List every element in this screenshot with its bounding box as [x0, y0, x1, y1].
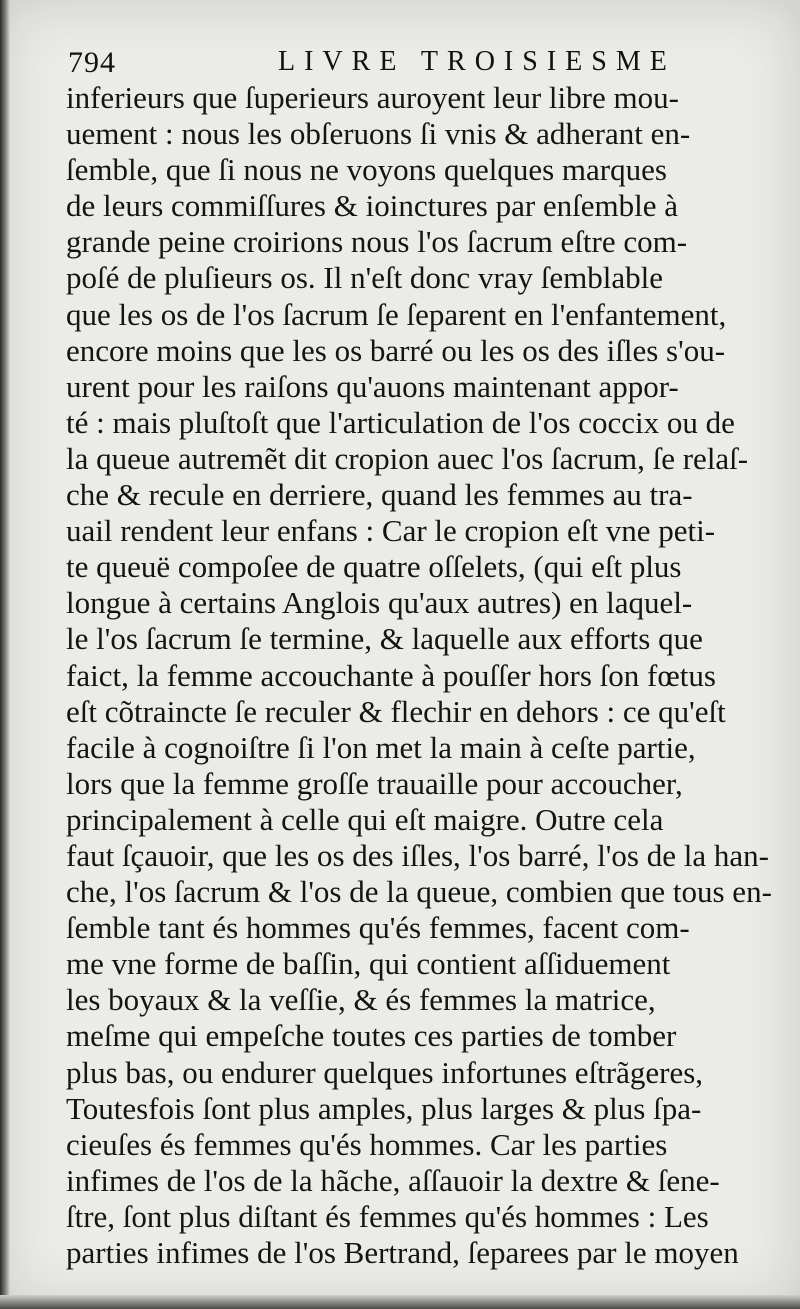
- text-line: infimes de l'os de la hãche, aſſauoir la dextre & ſene-: [66, 1162, 720, 1198]
- running-head: LIVRE TROISIESME: [278, 46, 676, 77]
- text-line: longue à certains Anglois qu'aux autres) en laquel-: [66, 585, 693, 621]
- text-line: faict, la femme accouchante à pouſſer hors ſon fœtus: [66, 657, 716, 693]
- text-line: che & recule en derriere, quand les femmes au tra-: [66, 477, 693, 513]
- text-line: que les os de l'os ſacrum ſe ſeparent en l'enfantement,: [66, 296, 727, 332]
- text-line: grande peine croirions nous l'os ſacrum eſtre com-: [66, 224, 688, 260]
- text-line: cieuſes és femmes qu'és hommes. Car les parties: [66, 1126, 668, 1162]
- text-line: té : mais pluſtoſt que l'articulation de l'os coccix ou de: [66, 404, 735, 440]
- text-line: uement : nous les obſeruons ſi vnis & adherant en-: [66, 116, 691, 152]
- text-line: plus bas, ou endurer quelques infortunes eſtrãgeres,: [66, 1054, 704, 1090]
- text-line: principalement à celle qui eſt maigre. Outre cela: [66, 801, 664, 837]
- text-line: meſme qui empeſche toutes ces parties de tomber: [66, 1018, 677, 1054]
- body-text: [66, 80, 780, 1271]
- text-line: de leurs commiſſures & ioinctures par enſemble à: [66, 188, 679, 224]
- text-line: me vne forme de baſſin, qui contient aſſiduement: [66, 946, 671, 982]
- text-line: te queuë compoſee de quatre oſſelets, (qui eſt plus: [66, 549, 682, 585]
- text-line: ſemble, que ſi nous ne voyons quelques marques: [66, 152, 667, 188]
- text-line: poſé de pluſieurs os. Il n'eſt donc vray ſemblable: [66, 260, 664, 296]
- text-line: inferieurs que ſuperieurs auroyent leur libre mou-: [66, 80, 679, 115]
- text-line: le l'os ſacrum ſe termine, & laquelle aux efforts que: [66, 621, 703, 657]
- text-line: faut ſçauoir, que les os des iſles, l'os barré, l'os de la han-: [66, 837, 769, 873]
- page-bottom-shadow: [0, 1295, 800, 1309]
- text-line: eſt cõtraincte ſe reculer & flechir en dehors : ce qu'eſt: [66, 693, 726, 729]
- text-line: che, l'os ſacrum & l'os de la queue, combien que tous en-: [66, 874, 772, 910]
- text-line: ſtre, ſont plus diſtant és femmes qu'és hommes : Les: [66, 1198, 709, 1234]
- page-header: [68, 44, 768, 84]
- page-gutter-shadow: [0, 0, 10, 1309]
- text-line: Toutesfois ſont plus amples, plus larges & plus ſpa-: [66, 1090, 702, 1126]
- text-line: facile à cognoiſtre ſi l'on met la main à ceſte partie,: [66, 729, 696, 765]
- text-line: les boyaux & la veſſie, & és femmes la matrice,: [66, 982, 656, 1018]
- page-number: 794: [68, 46, 116, 79]
- text-line: encore moins que les os barré ou les os des iſles s'ou-: [66, 332, 726, 368]
- text-line: la queue autremẽt dit cropion auec l'os ſacrum, ſe relaſ-: [66, 440, 749, 476]
- text-line: urent pour les raiſons qu'auons maintenant appor-: [66, 368, 679, 404]
- text-line: uail rendent leur enfans : Car le cropion eſt vne peti-: [66, 513, 716, 549]
- text-line: lors que la femme groſſe trauaille pour accoucher,: [66, 765, 683, 801]
- text-line: parties infimes de l'os Bertrand, ſeparees par le moyen: [66, 1235, 739, 1270]
- text-line: ſemble tant és hommes qu'és femmes, facent com-: [66, 910, 690, 946]
